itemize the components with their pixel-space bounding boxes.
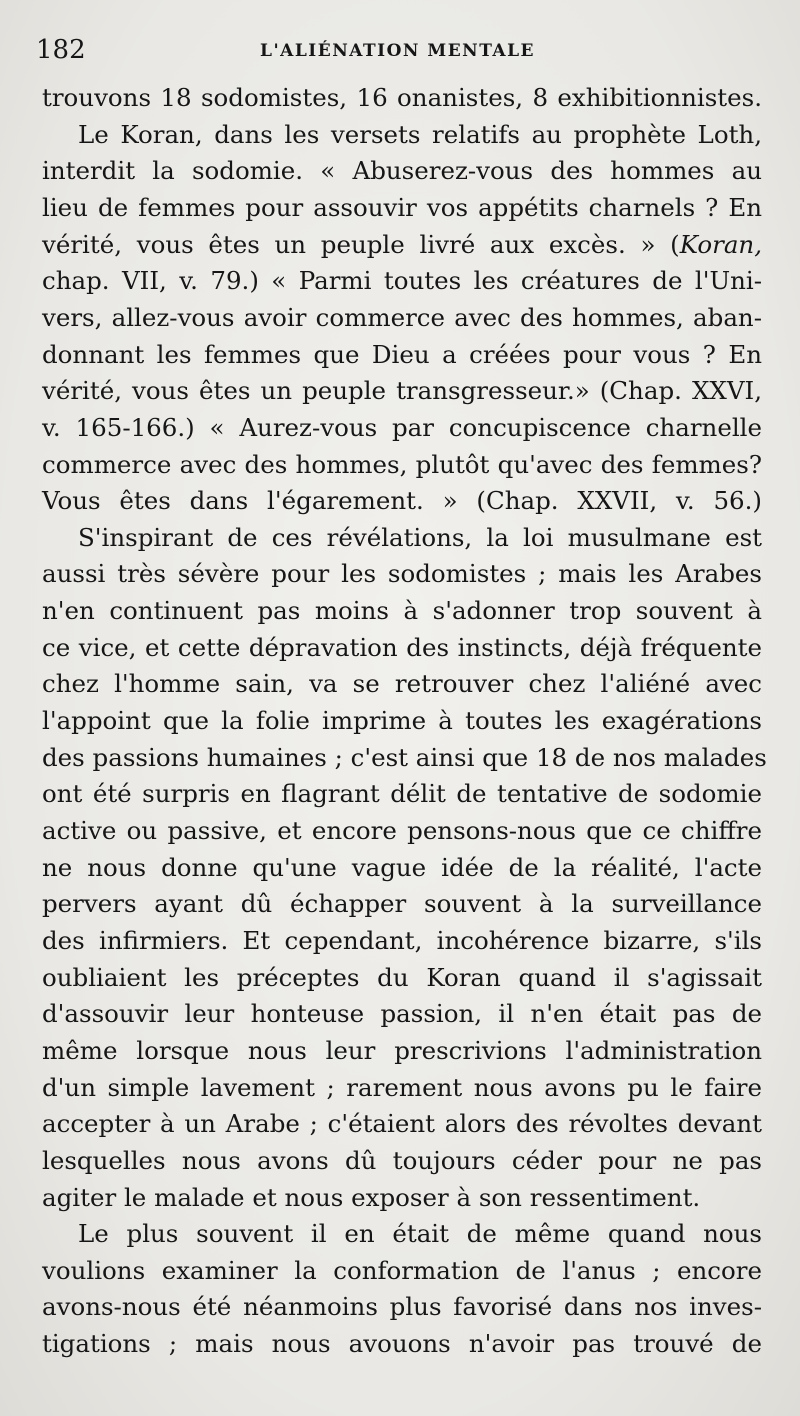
text-line: lesquelles nous avons dû toujours céder pour ne pas <box>42 1145 762 1175</box>
text-line: des passions humaines ; c'est ainsi que 18 de nos malades <box>42 742 767 772</box>
text-line: Vous êtes dans l'égarement. » (Chap. XXVII, v. 56.) <box>42 486 762 516</box>
text-line: active ou passive, et encore pensons-nous que ce chiffre <box>42 816 762 845</box>
italic-citation: Koran, <box>679 229 762 259</box>
text-line: ne nous donne qu'une vague idée de la réalité, l'acte <box>42 852 762 882</box>
text-line: tigations ; mais nous avouons n'avoir pas trouvé de <box>42 1329 762 1359</box>
text-line: trouvons 18 sodomistes, 16 onanistes, 8 exhibitionnistes. <box>42 83 762 112</box>
text-line: donnant les femmes que Dieu a créées pour vous ? En <box>42 339 762 369</box>
text-line: ont été surpris en flagrant délit de tentative de sodomie <box>42 779 762 809</box>
text-line: ce vice, et cette dépravation des instincts, déjà fréquente <box>42 632 762 662</box>
text-line: v. 165-166.) « Aurez-vous par concupiscence charnelle <box>42 412 762 442</box>
page-number: 182 <box>36 35 86 65</box>
text-line: S'inspirant de ces révélations, la loi musulmane est <box>78 522 762 552</box>
text-line: n'en continuent pas moins à s'adonner trop souvent à <box>42 596 762 626</box>
text-line: oubliaient les préceptes du Koran quand il s'agissait <box>42 962 762 992</box>
text-line: lieu de femmes pour assouvir vos appétits charnels ? En <box>42 192 762 222</box>
text-line: l'appoint que la folie imprime à toutes les exagérations <box>42 706 762 736</box>
text-line: accepter à un Arabe ; c'étaient alors des révoltes devant <box>42 1109 762 1139</box>
text-line: des infirmiers. Et cependant, incohérence bizarre, s'ils <box>42 925 762 955</box>
text-line: pervers ayant dû échapper souvent à la surveillance <box>42 889 762 919</box>
text-line: interdit la sodomie. « Abuserez-vous des hommes au <box>42 156 762 186</box>
text-line: aussi très sévère pour les sodomistes ; mais les Arabes <box>42 559 762 589</box>
text-line: d'assouvir leur honteuse passion, il n'en était pas de <box>42 999 762 1029</box>
text-line: chez l'homme sain, va se retrouver chez l'aliéné avec <box>42 669 762 699</box>
text-line: avons-nous été néanmoins plus favorisé dans nos inves- <box>42 1292 762 1322</box>
text-line: chap. VII, v. 79.) « Parmi toutes les créatures de l'Uni- <box>42 266 762 296</box>
text-line: vérité, vous êtes un peuple livré aux excès. » (Koran, <box>42 229 762 259</box>
text-line: vers, allez-vous avoir commerce avec des hommes, aban- <box>42 302 762 332</box>
text-line: Le Koran, dans les versets relatifs au prophète Loth, <box>78 119 762 149</box>
text-line: même lorsque nous leur prescrivions l'administration <box>42 1035 762 1065</box>
text-line: d'un simple lavement ; rarement nous avons pu le faire <box>42 1072 762 1102</box>
running-title: L'ALIÉNATION MENTALE <box>260 41 536 61</box>
text-line: agiter le malade et nous exposer à son ressentiment. <box>42 1182 701 1212</box>
text-line: commerce avec des hommes, plutôt qu'avec des femmes? <box>42 449 762 479</box>
text-line: voulions examiner la conformation de l'anus ; encore <box>42 1255 762 1285</box>
page-header <box>36 30 776 70</box>
text-line: Le plus souvent il en était de même quand nous <box>78 1219 762 1249</box>
text-line: vérité, vous êtes un peuple transgresseur.» (Chap. XXVI, <box>42 376 762 406</box>
